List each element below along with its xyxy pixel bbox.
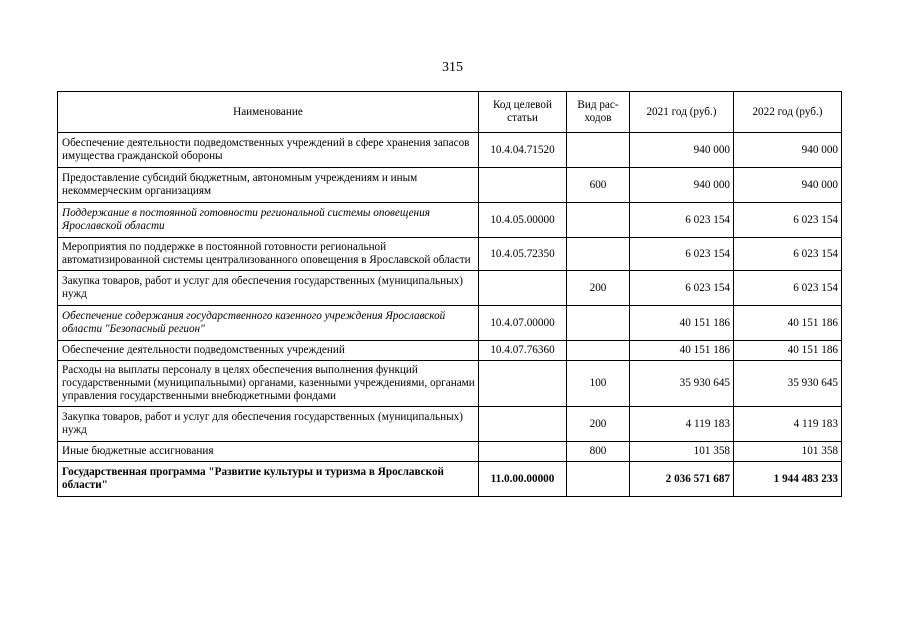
row-2022: 40 151 186 (734, 306, 842, 341)
row-2022: 940 000 (734, 168, 842, 203)
table-row (58, 407, 842, 442)
header-2022: 2022 год (руб.) (734, 92, 842, 133)
row-2021: 40 151 186 (630, 341, 734, 361)
row-code (479, 361, 567, 407)
row-2021: 4 119 183 (630, 407, 734, 442)
row-name: Обеспечение содержания государственного казенного учреждения Ярославской области "Безопасный регион" (58, 306, 479, 341)
row-2022: 1 944 483 233 (734, 462, 842, 497)
header-kind: Вид рас-ходов (567, 92, 630, 133)
table-row (58, 203, 842, 238)
row-2022: 6 023 154 (734, 203, 842, 238)
row-kind (567, 238, 630, 271)
table-row (58, 168, 842, 203)
row-name: Обеспечение деятельности подведомственных учреждений (58, 341, 479, 361)
table-row (58, 238, 842, 271)
budget-table (57, 91, 842, 497)
row-2022: 6 023 154 (734, 238, 842, 271)
table-row (58, 462, 842, 497)
table-row (58, 271, 842, 306)
row-name: Мероприятия по поддержке в постоянной готовности региональной автоматизированной системы централизованного оповещения в Ярославской области (58, 238, 479, 271)
row-name: Предоставление субсидий бюджетным, автономным учреждениям и иным некоммерческим организациям (58, 168, 479, 203)
row-code (479, 442, 567, 462)
row-kind (567, 462, 630, 497)
table-row (58, 361, 842, 407)
row-name: Иные бюджетные ассигнования (58, 442, 479, 462)
row-2021: 6 023 154 (630, 271, 734, 306)
table-row (58, 341, 842, 361)
row-2021: 2 036 571 687 (630, 462, 734, 497)
row-2021: 6 023 154 (630, 238, 734, 271)
row-code: 10.4.07.76360 (479, 341, 567, 361)
row-2021: 40 151 186 (630, 306, 734, 341)
row-2021: 6 023 154 (630, 203, 734, 238)
row-2022: 101 358 (734, 442, 842, 462)
row-kind: 200 (567, 271, 630, 306)
row-code: 10.4.04.71520 (479, 133, 567, 168)
row-2021: 35 930 645 (630, 361, 734, 407)
row-2022: 940 000 (734, 133, 842, 168)
table-row (58, 133, 842, 168)
row-kind (567, 306, 630, 341)
row-2022: 35 930 645 (734, 361, 842, 407)
row-name: Поддержание в постоянной готовности региональной системы оповещения Ярославской области (58, 203, 479, 238)
row-code: 10.4.05.72350 (479, 238, 567, 271)
row-code: 10.4.05.00000 (479, 203, 567, 238)
table-row (58, 306, 842, 341)
row-kind: 800 (567, 442, 630, 462)
header-code: Код целевой статьи (479, 92, 567, 133)
row-code (479, 168, 567, 203)
page-number: 315 (442, 60, 463, 75)
row-code (479, 271, 567, 306)
row-kind: 600 (567, 168, 630, 203)
row-kind: 100 (567, 361, 630, 407)
row-2022: 40 151 186 (734, 341, 842, 361)
table-body (58, 133, 842, 497)
row-code: 10.4.07.00000 (479, 306, 567, 341)
table-row (58, 442, 842, 462)
row-name: Закупка товаров, работ и услуг для обеспечения государственных (муниципальных) нужд (58, 407, 479, 442)
row-kind (567, 133, 630, 168)
header-name: Наименование (58, 92, 479, 133)
row-code (479, 407, 567, 442)
row-2021: 940 000 (630, 133, 734, 168)
header-2021: 2021 год (руб.) (630, 92, 734, 133)
row-name: Расходы на выплаты персоналу в целях обеспечения выполнения функций государственными (муниципальными) органами, казенными учреждениями, органами управления государственными внебюджетными фондами (58, 361, 479, 407)
row-2022: 4 119 183 (734, 407, 842, 442)
row-kind (567, 341, 630, 361)
row-name: Закупка товаров, работ и услуг для обеспечения государственных (муниципальных) нужд (58, 271, 479, 306)
row-name: Государственная программа "Развитие культуры и туризма в Ярославской области" (58, 462, 479, 497)
row-kind: 200 (567, 407, 630, 442)
row-2021: 101 358 (630, 442, 734, 462)
row-kind (567, 203, 630, 238)
row-name: Обеспечение деятельности подведомственных учреждений в сфере хранения запасов имущества гражданской обороны (58, 133, 479, 168)
row-2022: 6 023 154 (734, 271, 842, 306)
row-code: 11.0.00.00000 (479, 462, 567, 497)
table-header-row (58, 92, 842, 133)
row-2021: 940 000 (630, 168, 734, 203)
